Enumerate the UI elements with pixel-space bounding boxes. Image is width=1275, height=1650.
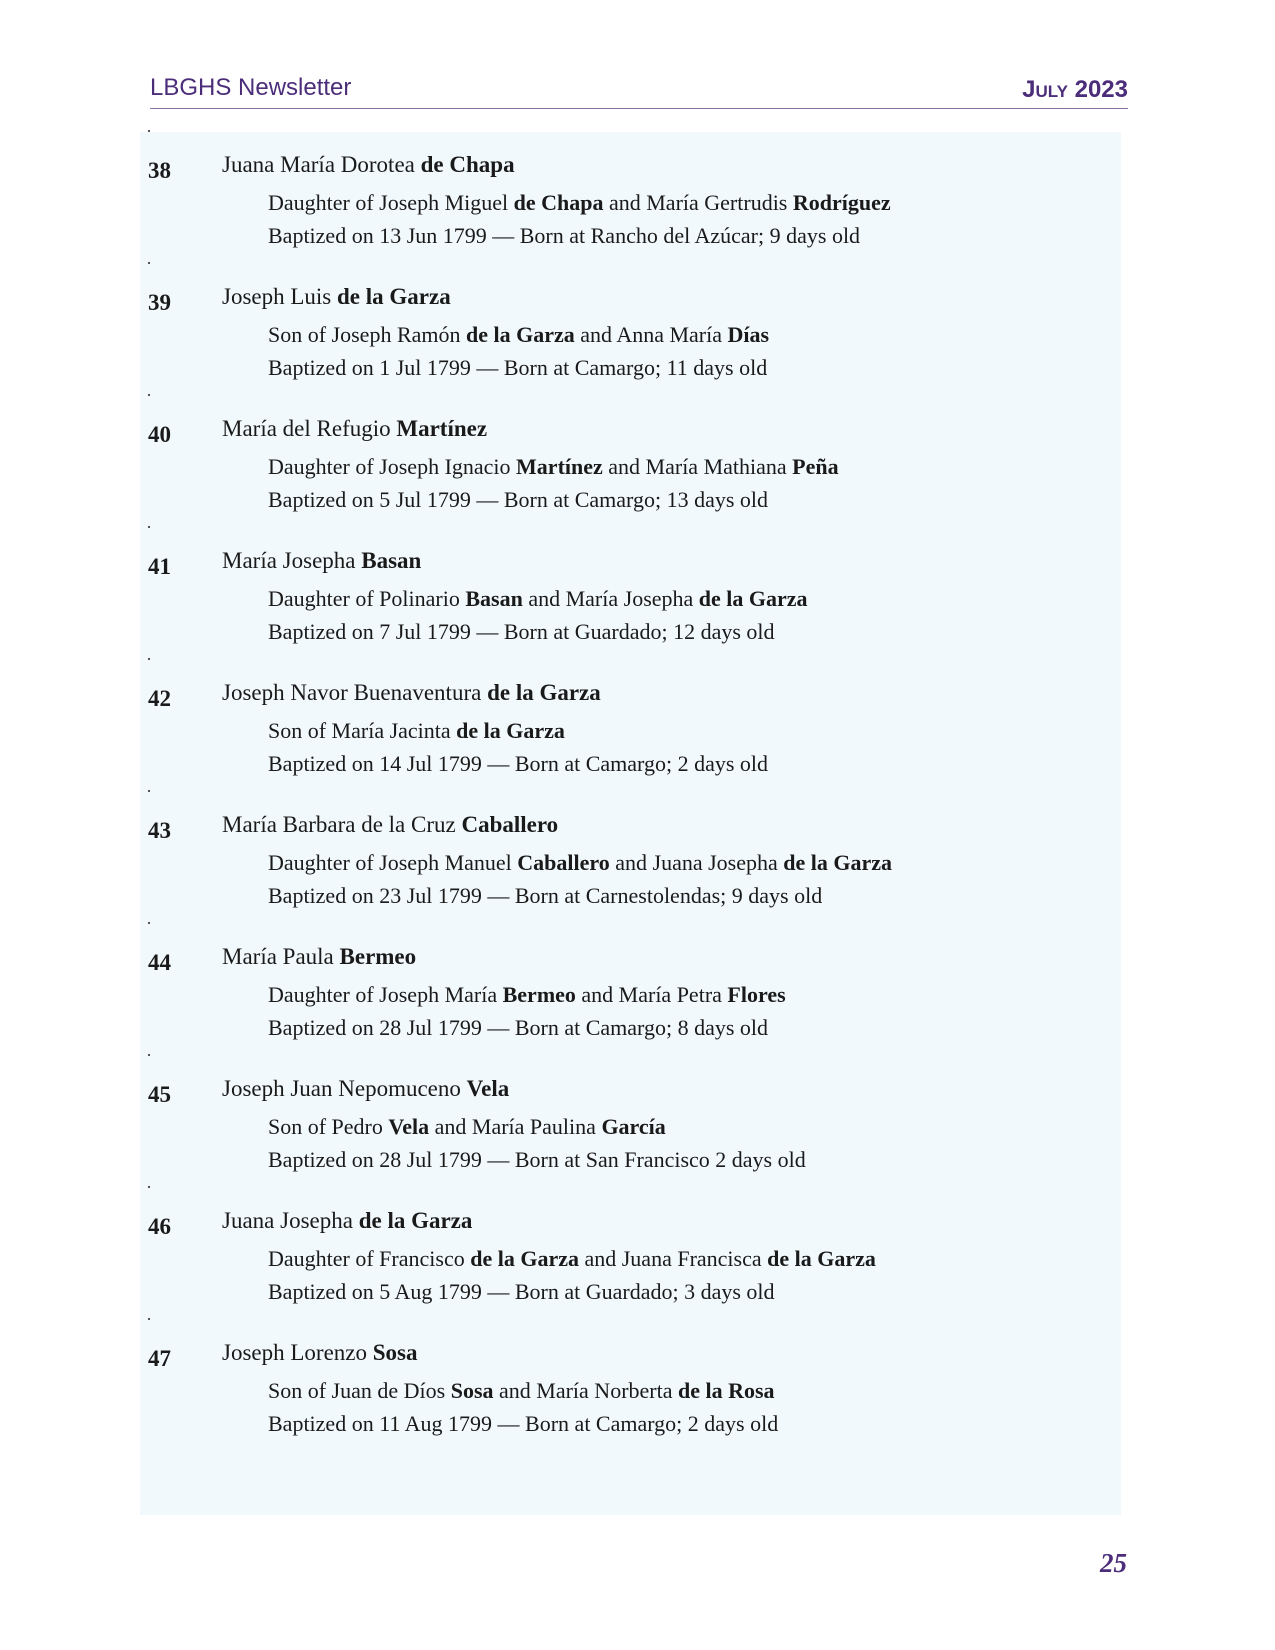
parents-line: Son of Juan de Díos Sosa and María Norberta de la Rosa — [268, 1378, 775, 1403]
child-name: María del Refugio Martínez — [222, 416, 488, 441]
record-entry — [140, 132, 1121, 262]
baptism-line: Baptized on 7 Jul 1799 — Born at Guardado; 12 days old — [268, 619, 775, 644]
child-name: María Paula Bermeo — [222, 944, 417, 969]
baptism-line: Baptized on 11 Aug 1799 — Born at Camargo; 2 days old — [268, 1411, 779, 1436]
record-number: 45 — [148, 1082, 171, 1107]
child-name: Juana Josepha de la Garza — [222, 1208, 473, 1233]
baptism-line: Baptized on 5 Jul 1799 — Born at Camargo; 13 days old — [268, 487, 769, 512]
record-marker — [148, 1186, 150, 1188]
child-name: Joseph Navor Buenaventura de la Garza — [222, 680, 601, 705]
record-marker — [148, 262, 150, 264]
baptism-line: Baptized on 28 Jul 1799 — Born at San Francisco 2 days old — [268, 1147, 806, 1172]
record-number: 46 — [148, 1214, 171, 1239]
child-name: Joseph Luis de la Garza — [222, 284, 451, 309]
newsletter-title: LBGHS Newsletter — [150, 74, 352, 101]
page-header — [150, 74, 1128, 109]
parents-line: Son of María Jacinta de la Garza — [268, 718, 565, 743]
record-entry — [140, 528, 1121, 658]
baptism-line: Baptized on 13 Jun 1799 — Born at Rancho del Azúcar; 9 days old — [268, 223, 861, 248]
record-entry — [140, 1188, 1121, 1318]
parents-line: Daughter of Polinario Basan and María Josepha de la Garza — [268, 586, 808, 611]
child-name: Joseph Juan Nepomuceno Vela — [222, 1076, 510, 1101]
record-number: 43 — [148, 818, 171, 843]
baptism-line: Baptized on 14 Jul 1799 — Born at Camargo; 2 days old — [268, 751, 769, 776]
child-name: Joseph Lorenzo Sosa — [222, 1340, 418, 1365]
parents-line: Daughter of Francisco de la Garza and Juana Francisca de la Garza — [268, 1246, 876, 1271]
baptism-records-panel — [140, 132, 1121, 1515]
baptism-line: Baptized on 1 Jul 1799 — Born at Camargo; 11 days old — [268, 355, 768, 380]
record-marker — [148, 526, 150, 528]
record-marker — [148, 130, 150, 132]
page-number: 25 — [1100, 1548, 1127, 1578]
record-marker — [148, 658, 150, 660]
parents-line: Son of Joseph Ramón de la Garza and Anna María Días — [268, 322, 770, 347]
parents-line: Daughter of Joseph Ignacio Martínez and María Mathiana Peña — [268, 454, 839, 479]
parents-line: Daughter of Joseph María Bermeo and María Petra Flores — [268, 982, 786, 1007]
parents-line: Son of Pedro Vela and María Paulina García — [268, 1114, 666, 1139]
record-number: 47 — [148, 1346, 171, 1371]
child-name: María Barbara de la Cruz Caballero — [222, 812, 559, 837]
issue-date: July 2023 — [1022, 76, 1128, 103]
record-marker — [148, 922, 150, 924]
record-number: 38 — [148, 158, 171, 183]
baptism-line: Baptized on 5 Aug 1799 — Born at Guardado; 3 days old — [268, 1279, 775, 1304]
record-number: 41 — [148, 554, 171, 579]
child-name: María Josepha Basan — [222, 548, 422, 573]
record-marker — [148, 790, 150, 792]
record-number: 44 — [148, 950, 171, 975]
parents-line: Daughter of Joseph Miguel de Chapa and María Gertrudis Rodríguez — [268, 190, 891, 215]
baptism-line: Baptized on 23 Jul 1799 — Born at Carnestolendas; 9 days old — [268, 883, 823, 908]
parents-line: Daughter of Joseph Manuel Caballero and Juana Josepha de la Garza — [268, 850, 893, 875]
record-entry — [140, 660, 1121, 790]
record-entry — [140, 1056, 1121, 1186]
record-number: 40 — [148, 422, 171, 447]
record-entry — [140, 396, 1121, 526]
record-marker — [148, 1054, 150, 1056]
record-number: 42 — [148, 686, 171, 711]
record-marker — [148, 1318, 150, 1320]
record-entry — [140, 264, 1121, 394]
record-marker — [148, 394, 150, 396]
record-entry — [140, 792, 1121, 922]
record-entry — [140, 1320, 1121, 1450]
child-name: Juana María Dorotea de Chapa — [222, 152, 515, 177]
baptism-line: Baptized on 28 Jul 1799 — Born at Camargo; 8 days old — [268, 1015, 769, 1040]
record-number: 39 — [148, 290, 171, 315]
record-entry — [140, 924, 1121, 1054]
